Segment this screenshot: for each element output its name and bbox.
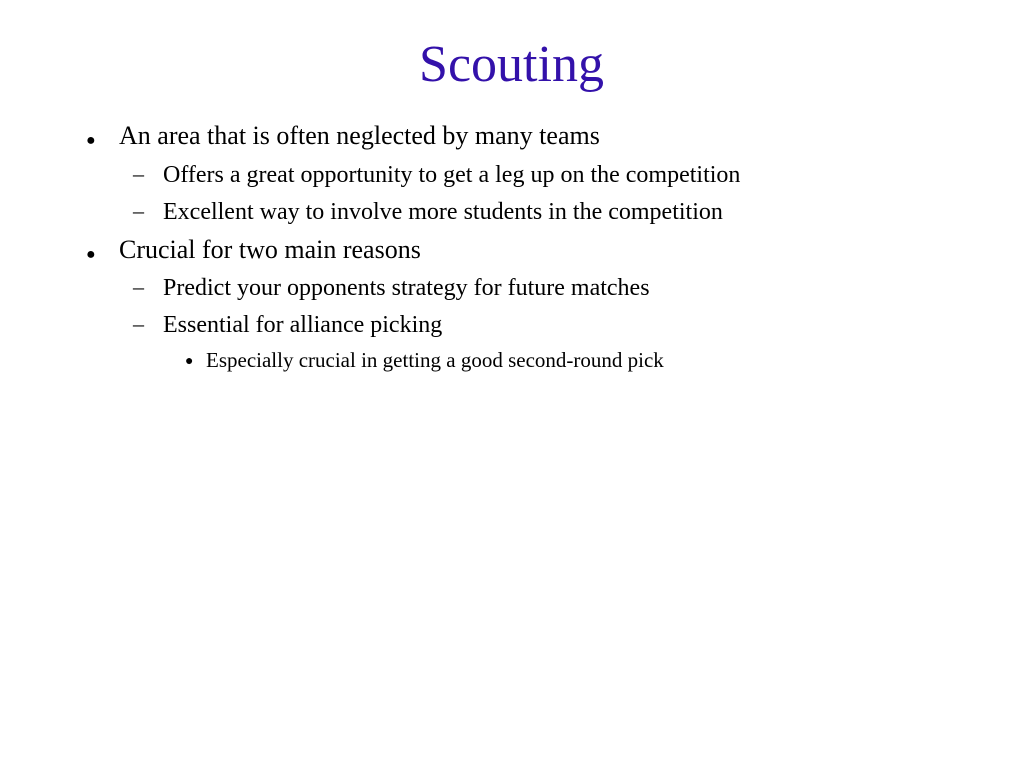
sub-bullet-text: Essential for alliance picking <box>163 312 443 338</box>
slide-title: Scouting <box>419 36 604 93</box>
dash-marker: – <box>133 198 144 223</box>
bullet-marker: ● <box>86 132 96 149</box>
bullet-text: Crucial for two main reasons <box>119 235 421 264</box>
sub-sub-bullet-text: Especially crucial in getting a good second-round pick <box>206 348 664 372</box>
bullet-marker: ● <box>86 246 96 263</box>
sub-bullet-text: Excellent way to involve more students in the competition <box>163 199 723 225</box>
dash-marker: – <box>133 274 144 299</box>
sub-bullet-text: Predict your opponents strategy for future matches <box>163 275 650 301</box>
bullet-text: An area that is often neglected by many teams <box>119 121 600 150</box>
dash-marker: – <box>133 161 144 186</box>
sub-bullet-text: Offers a great opportunity to get a leg up on the competition <box>163 162 741 188</box>
bullet-marker: ● <box>185 354 194 369</box>
dash-marker: – <box>133 311 144 336</box>
